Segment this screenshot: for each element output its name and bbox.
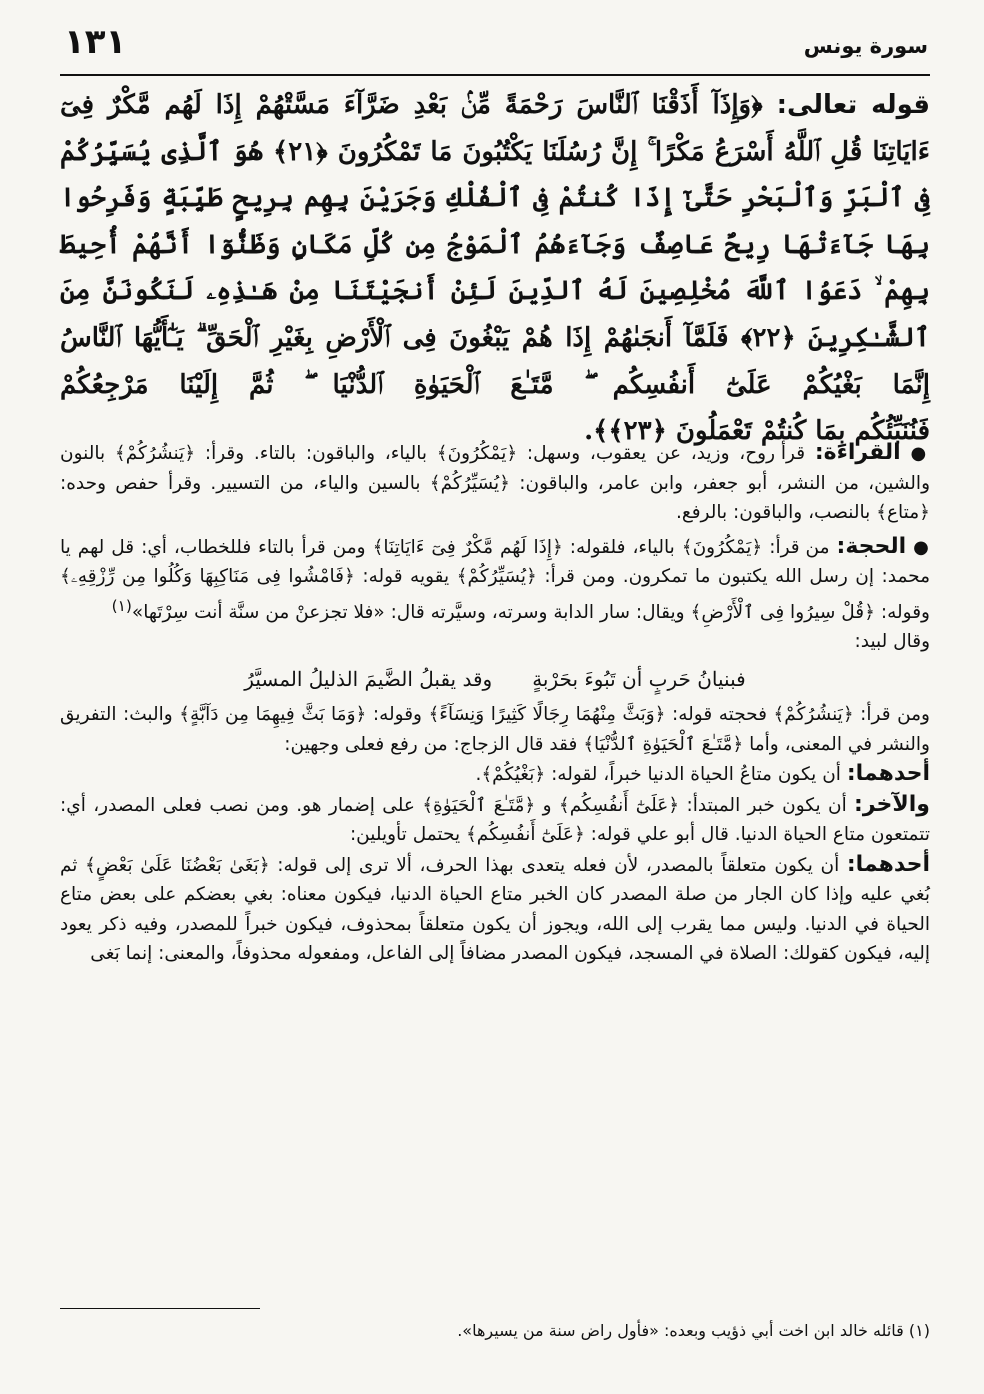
second-aspect-paragraph — [60, 790, 930, 850]
commentary-body — [60, 438, 930, 969]
second-aspect-label: والآخر: — [854, 791, 930, 817]
first-aspect-label: أحدهما: — [846, 761, 930, 787]
verse-lead: قوله تعالى: — [776, 90, 930, 120]
poem-hemistich-left: وقد يقبلُ الضَّيمَ الذليلُ المسيَّرُ — [244, 666, 493, 691]
document-page — [60, 18, 930, 1378]
interpretation-paragraph — [60, 850, 930, 969]
bullet-icon: ● — [910, 443, 930, 464]
verse-line-3: حَتَّىٰٓ إِذَا كُنتُمْ فِى ٱلْفُلْكِ وَجَرَيْنَ بِهِم بِرِيحٍ طَيِّبَةٍ وَفَرِحُوا بِهَا جَآءَتْهَا رِيحٌ عَاصِفٌ — [60, 183, 930, 260]
poem-hemistich-right: فبنيانُ حَربٍ أن تَبُوءَ بحَرْبةٍ — [532, 666, 746, 691]
page-header — [60, 18, 930, 76]
quran-verse-block — [60, 82, 930, 455]
qiraa-paragraph — [60, 438, 930, 528]
footnote — [60, 1318, 930, 1344]
first-aspect-text: أن يكون متاعُ الحياة الدنيا خبراً، لقوله: ﴿بَغْيُكُمْ﴾. — [475, 764, 841, 786]
verse-line-1: ﴿وَإِذَآ أَذَقْنَا ٱلنَّاسَ رَحْمَةً مِّنۢ بَعْدِ ضَرَّآءَ مَسَّتْهُمْ إِذَا لَهُم مَّكْرٌ فِىٓ ءَايَاتِنَا — [60, 90, 930, 167]
labid-intro: وقال لبيد: — [854, 631, 930, 653]
verse-line-4: وَجَآءَهُمُ ٱلْمَوْجُ مِن كُلِّ مَكَانٍ وَظَنُّوٓا أَنَّهُمْ أُحِيطَ بِهِمْ ۙ دَعَوُا ٱللَّهَ مُخْلِصِينَ لَهُ ٱلدِّينَ لَئِنْ — [60, 229, 931, 307]
hujja-label: الحجة: — [836, 533, 907, 559]
interpretation-label: أحدهما: — [846, 851, 930, 877]
verse-line-7: فَنُنَبِّئُكُم بِمَا كُنتُمْ تَعْمَلُونَ ﴿٢٣﴾﴾. — [584, 416, 930, 447]
second-aspect-text: أن يكون خبر المبتدأ: ﴿عَلَىٰٓ أَنفُسِكُم﴾ و ﴿مَّتَـٰعَ ٱلْحَيَوٰةِ﴾ على إضمار هو. ومن نصب فعلى المصدر، أي: تتمتعون متاع الحياة الدنيا. قال أبو علي قوله: ﴿عَلَىٰٓ أَنفُسِكُم﴾ يحتمل تأويلين: — [60, 794, 930, 846]
first-aspect-paragraph — [60, 759, 930, 790]
interpretation-text: أن يكون متعلقاً بالمصدر، لأن فعله يتعدى بهذا الحرف، ألا ترى إلى قوله: ﴿بَغَىٰ بَعْضُنَا عَلَىٰ بَعْضٍ﴾ ثم بُغي عليه وإذا كان الجار من صلة المصدر كان الخبر متاع الحياة الدنيا، فيكون معناه: بغي بعضكم على بعض متاع الحياة في الدنيا. وليس مما يقرب إلى الله، ويجوز أن يكون متعلقاً بمحذوف، فيكون خبراً للمصدر، وفيه ذكر يعود إليه، فيكون كقولك: الصلاة في المسجد، فيكون المصدر مضافاً إلى الفاعل، ومفعوله محذوفاً، والمعنى: إنما بَغى — [60, 854, 930, 965]
footnote-divider — [60, 1308, 260, 1309]
qiraa-label: القراءة: — [814, 440, 901, 465]
footnote-number: (١) — [908, 1321, 930, 1340]
qiraa-text: قرأ روح، وزيد، عن يعقوب، وسهل: ﴿يَمْكُرُونَ﴾ بالياء، والباقون: بالتاء. وقرأ: ﴿يَنشُرُكُمْ﴾ بالنون والشين، من النشر، أبو جعفر، وابن عامر، والباقون: ﴿يُسَيِّرُكُمْ﴾ بالسين والياء، من التسيير. وقرأ حفص وحده: ﴿متاع﴾ بالنصب، والباقون: بالرفع. — [60, 443, 930, 523]
poem-verse — [60, 665, 930, 695]
surah-title: سورة يونس — [803, 34, 928, 58]
footnote-ref[interactable]: (١) — [111, 596, 132, 615]
hujja-text: من قرأ: ﴿يَمْكُرُونَ﴾ بالياء، فلقوله: ﴿إِذَا لَهُم مَّكْرٌ فِىٓ ءَايَاتِنَا﴾ ومن قرأ بالتاء فللخطاب، أي: قل لهم يا محمد: إن رسل الله يكتبون ما تمكرون. ومن قرأ: ﴿يُسَيِّرُكُمْ﴾ يقويه قوله: ﴿فَامْشُوا فِى مَنَاكِبِهَا وَكُلُوا مِن رِّزْقِهِۦ﴾ وقوله: ﴿قُلْ سِيرُوا فِى ٱلْأَرْضِ﴾ ويقال: سار الدابة وسرته، وسيَّرته قال: «فلا تجزعنْ من سنَّة أنت سِرْتَها» — [60, 536, 930, 623]
nashr-paragraph: ومن قرأ: ﴿يَنشُرُكُمْ﴾ فحجته قوله: ﴿وَبَثَّ مِنْهُمَا رِجَالًا كَثِيرًا وَنِسَآءً﴾ وقوله: ﴿وَمَا بَثَّ فِيهِمَا مِن دَآبَّةٍ﴾ والبث: التفريق والنشر في المعنى، وأما ﴿مَّتَـٰعَ ٱلْحَيَوٰةِ ٱلدُّنْيَا﴾ فقد قال الزجاج: من رفع فعلى وجهين: — [60, 704, 930, 755]
bullet-icon: ● — [913, 536, 930, 558]
verse-line-2: قُلِ ٱللَّهُ أَسْرَعُ مَكْرًا ۚ إِنَّ رُسُلَنَا يَكْتُبُونَ مَا تَمْكُرُونَ ﴿٢١﴾ هُوَ ٱلَّذِى يُسَيِّرُكُمْ فِى ٱلْبَرِّ وَٱلْبَحْرِ — [60, 136, 930, 214]
hujja-paragraph — [60, 532, 930, 628]
verse-line-5: أَنجَيْتَنَا مِنْ هَـٰذِهِۦ لَنَكُونَنَّ مِنَ ٱلشَّـٰكِرِينَ ﴿٢٢﴾ فَلَمَّآ أَنجَىٰهُمْ إِذَا هُمْ يَبْغُونَ فِى ٱلْأَرْضِ — [60, 276, 931, 353]
verse-line-6: بِغَيْرِ ٱلْحَقِّ ۗ يَـٰٓأَيُّهَا ٱلنَّاسُ إِنَّمَا بَغْيُكُمْ عَلَىٰٓ أَنفُسِكُم ۖ مَّتَـٰعَ ٱلْحَيَوٰةِ ٱلدُّنْيَا ۖ ثُمَّ إِلَيْنَا مَرْجِعُكُمْ — [60, 322, 930, 400]
footnote-text: قائله خالد ابن اخت أبي ذؤيب وبعده: «فأول راض سنة من يسيرها». — [457, 1321, 904, 1340]
page-number: ١٣١ — [64, 22, 127, 62]
